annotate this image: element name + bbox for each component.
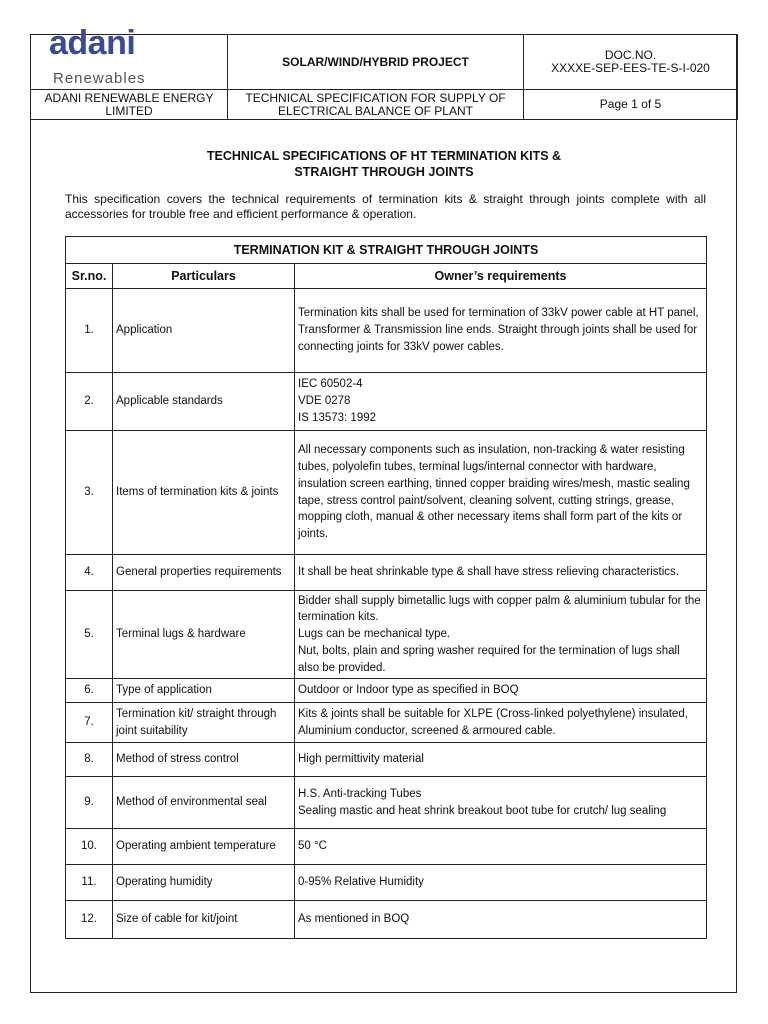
column-header-particulars: Particulars — [113, 264, 295, 289]
row-srno: 9. — [66, 777, 113, 829]
table-row — [66, 901, 707, 939]
column-header-requirements: Owner’s requirements — [295, 264, 707, 289]
column-header-srno: Sr.no. — [66, 264, 113, 289]
table-row — [66, 289, 707, 373]
row-srno: 4. — [66, 555, 113, 591]
row-srno: 7. — [66, 703, 113, 743]
row-srno: 1. — [66, 289, 113, 373]
row-requirement: H.S. Anti-tracking Tubes Sealing mastic and heat shrink breakout boot tube for crutch/ lug sealing — [295, 777, 707, 829]
row-particular: Size of cable for kit/joint — [113, 901, 295, 939]
row-requirement: High permittivity material — [295, 743, 707, 777]
row-requirement: Termination kits shall be used for termination of 33kV power cable at HT panel, Transformer & Transmission line ends. Straight through joints shall be used for connecting joints for 33kV power cables. — [295, 289, 707, 373]
title-line-1: TECHNICAL SPECIFICATIONS OF HT TERMINATION KITS & — [206, 149, 562, 163]
doc-number-label: DOC.NO. — [604, 48, 657, 62]
table-row — [66, 703, 707, 743]
row-particular: Method of stress control — [113, 743, 295, 777]
table-row — [66, 591, 707, 679]
doc-number-cell — [524, 35, 738, 90]
row-srno: 8. — [66, 743, 113, 777]
row-particular: Application — [113, 289, 295, 373]
row-srno: 3. — [66, 431, 113, 555]
table-row — [66, 373, 707, 431]
row-requirement: All necessary components such as insulation, non-tracking & water resisting tubes, polyolefin tubes, terminal lugs/internal connector with hardware, insulation screen earthing, tinned copper braiding wires/mesh, mastic sealing tape, stress control paint/solvent, cleaning solvent, cutting strings, grease, mopping cloth, manual & other necessary items shall form part of the kits or joints. — [295, 431, 707, 555]
row-particular: Items of termination kits & joints — [113, 431, 295, 555]
row-srno: 12. — [66, 901, 113, 939]
logo-cell — [31, 24, 228, 90]
adani-renewables-logo — [35, 24, 223, 89]
row-requirement: IEC 60502-4 VDE 0278 IS 13573: 1992 — [295, 373, 707, 431]
row-requirement: 50 °C — [295, 829, 707, 865]
doc-number: XXXXE-SEP-EES-TE-S-I-020 — [551, 61, 710, 75]
row-requirement: Kits & joints shall be suitable for XLPE (Cross-linked polyethylene) insulated, Aluminium conductor, screened & armoured cable. — [295, 703, 707, 743]
table-row — [66, 829, 707, 865]
row-particular: Applicable standards — [113, 373, 295, 431]
table-row — [66, 865, 707, 901]
company-name: ADANI RENEWABLE ENERGY LIMITED — [31, 90, 228, 120]
row-particular: General properties requirements — [113, 555, 295, 591]
row-srno: 6. — [66, 679, 113, 703]
row-requirement: 0-95% Relative Humidity — [295, 865, 707, 901]
row-requirement: As mentioned in BOQ — [295, 901, 707, 939]
page-number: Page 1 of 5 — [524, 90, 738, 120]
row-srno: 11. — [66, 865, 113, 901]
logo-subtitle: Renewables — [53, 70, 146, 87]
table-row — [66, 743, 707, 777]
row-particular: Operating humidity — [113, 865, 295, 901]
row-srno: 10. — [66, 829, 113, 865]
logo-brand: adani — [49, 24, 136, 62]
row-particular: Method of environmental seal — [113, 777, 295, 829]
row-requirement: Outdoor or Indoor type as specified in BOQ — [295, 679, 707, 703]
table-row — [66, 777, 707, 829]
row-srno: 2. — [66, 373, 113, 431]
table-row — [66, 555, 707, 591]
table-banner: TERMINATION KIT & STRAIGHT THROUGH JOINTS — [66, 237, 707, 264]
row-particular: Terminal lugs & hardware — [113, 591, 295, 679]
spec-title: TECHNICAL SPECIFICATION FOR SUPPLY OF ELECTRICAL BALANCE OF PLANT — [228, 90, 524, 120]
row-particular: Operating ambient temperature — [113, 829, 295, 865]
row-requirement: Bidder shall supply bimetallic lugs with copper palm & aluminium tubular for the termination kits. Lugs can be mechanical type. Nut, bolts, plain and spring washer required for the termination of lugs shall also be provided. — [295, 591, 707, 679]
row-srno: 5. — [66, 591, 113, 679]
document-title — [60, 148, 708, 180]
table-row — [66, 431, 707, 555]
row-particular: Termination kit/ straight through joint suitability — [113, 703, 295, 743]
document-header — [30, 24, 738, 120]
row-requirement: It shall be heat shrinkable type & shall have stress relieving characteristics. — [295, 555, 707, 591]
intro-paragraph: This specification covers the technical requirements of termination kits & straight through joints complete with all accessories for trouble free and efficient performance & operation. — [65, 192, 706, 221]
project-name: SOLAR/WIND/HYBRID PROJECT — [228, 35, 524, 90]
title-line-2: STRAIGHT THROUGH JOINTS — [294, 165, 474, 179]
table-row — [66, 679, 707, 703]
row-particular: Type of application — [113, 679, 295, 703]
specification-table — [65, 236, 707, 939]
